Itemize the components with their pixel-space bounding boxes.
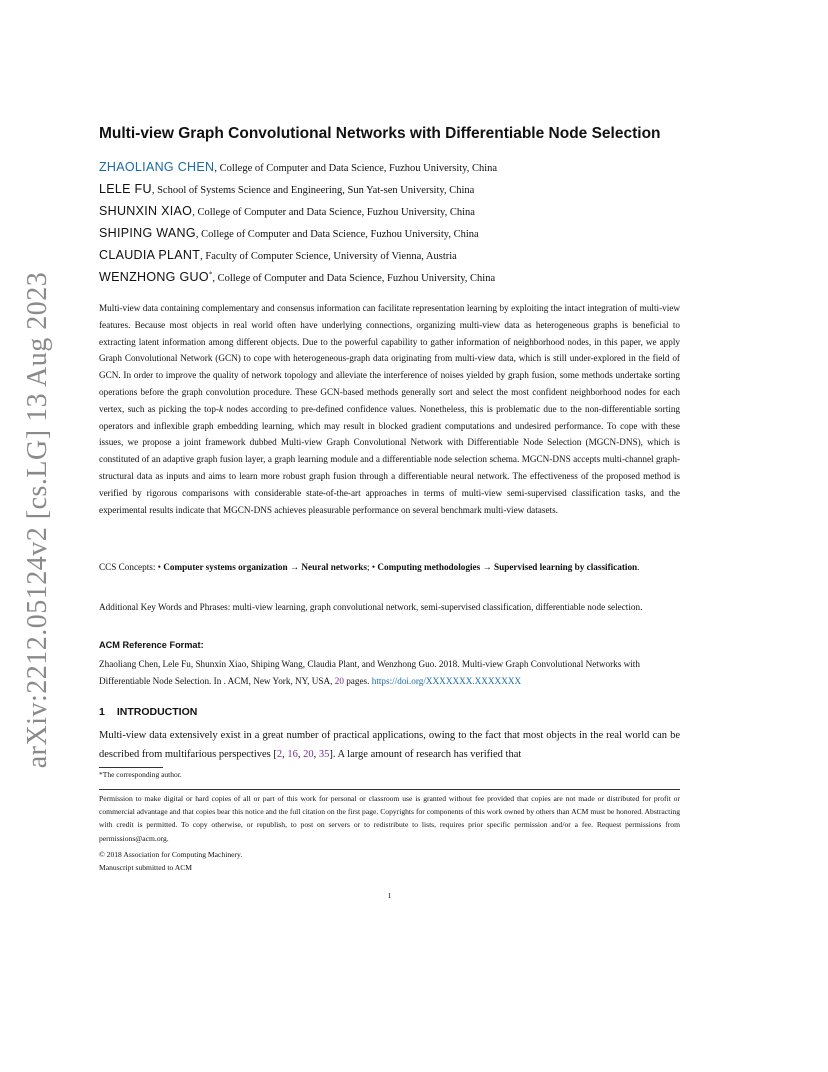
author-line xyxy=(99,270,680,292)
acm-reference-text: Zhaoliang Chen, Lele Fu, Shunxin Xiao, Shiping Wang, Claudia Plant, and Wenzhong Guo. 2018. Multi-view Graph Convolutional Networks with Differentiable Node Selection. In . ACM, New York, NY, USA, xyxy=(99,659,640,686)
author-name: SHUNXIN XIAO xyxy=(99,204,193,218)
page-number: 1 xyxy=(387,891,392,900)
author-list xyxy=(99,160,680,292)
arxiv-stamp: arXiv:2212.05124v2 [cs.LG] 13 Aug 2023 xyxy=(22,271,53,769)
author-line xyxy=(99,226,680,248)
keywords: Additional Key Words and Phrases: multi-view learning, graph convolutional network, semi-supervised classification, differentiable node selection. xyxy=(99,602,643,612)
footnote-rule xyxy=(99,767,163,768)
author-name: SHIPING WANG xyxy=(99,226,196,240)
abstract-math-k: k xyxy=(218,403,224,414)
ccs-arrow: → xyxy=(480,562,494,572)
doi-link[interactable]: https://doi.org/XXXXXXX.XXXXXXX xyxy=(371,675,522,686)
ccs-concept: Computing methodologies xyxy=(377,562,481,572)
manuscript-note: Manuscript submitted to ACM xyxy=(99,863,193,872)
ccs-end: . xyxy=(637,562,640,572)
author-affiliation: , Faculty of Computer Science, University of Vienna, Austria xyxy=(200,251,457,262)
citation-link[interactable]: 20 xyxy=(303,749,314,760)
author-line xyxy=(99,160,680,182)
author-name: LELE FU xyxy=(99,182,152,196)
intro-text: ]. A large amount of research has verified that xyxy=(329,749,522,760)
ccs-arrow: → xyxy=(287,562,302,572)
abstract-text: nodes according to pre-defined confidence values. Nonetheless, this is problematic due to the non-differentiable sorting operators and inflexible graph embedding learning, which may result in blocked gradient computations and undesired performance. To cope with these issues, we propose a joint framework dubbed Multi-view Graph Convolutional Network with Differentiable Node Selection (MGCN-DNS), which is constituted of an adaptive graph fusion layer, a graph learning module and a differentiable node selection schema. MGCN-DNS accepts multi-channel graph-structural data as inputs and aims to learn more robust graph fusion through a differentiable neural network. The effectiveness of the proposed method is verified by rigorous comparisons with considerable state-of-the-art approaches in terms of multi-view semi-supervised classification tasks, and the experimental results indicate that MGCN-DNS achieves pleasurable performance on several benchmark multi-view datasets. xyxy=(99,403,681,515)
author-line xyxy=(99,248,680,270)
author-affiliation: , College of Computer and Data Science, Fuzhou University, China xyxy=(214,163,498,174)
citation-link[interactable]: 2 xyxy=(276,749,283,760)
author-affiliation: , College of Computer and Data Science, Fuzhou University, China xyxy=(212,273,496,284)
abstract xyxy=(99,300,680,518)
page-count-link[interactable]: 20 xyxy=(334,675,344,686)
section-heading xyxy=(99,706,197,718)
intro-paragraph: Multi-view data extensively exist in a great number of practical applications, owing to the fact that most objects in the real world can be described from multifarious perspectives [2, 16, 20, 35]. A large amount of research has verified that xyxy=(99,730,680,760)
corresponding-author-marker: * xyxy=(208,270,213,279)
author-affiliation: , College of Computer and Data Science, Fuzhou University, China xyxy=(192,207,475,218)
author-affiliation: , College of Computer and Data Science, Fuzhou University, China xyxy=(195,229,479,240)
section-number: 1 xyxy=(99,706,105,718)
paper-title: Multi-view Graph Convolutional Networks with Differentiable Node Selection xyxy=(99,125,661,142)
footnote: *The corresponding author. xyxy=(99,770,182,779)
copyright-notice: © 2018 Association for Computing Machinery. xyxy=(99,850,243,859)
ccs-concepts xyxy=(99,559,680,576)
ccs-concept: Supervised learning by classification xyxy=(493,562,638,572)
author-affiliation: , School of Systems Science and Engineering, Sun Yat-sen University, China xyxy=(151,185,475,196)
author-name: CLAUDIA PLANT xyxy=(99,248,201,262)
intro-text: Multi-view data extensively exist in a great number of practical applications, owing to the fact that most objects in the real world can be described from multifarious perspectives [ xyxy=(99,730,680,760)
author-line xyxy=(99,182,680,204)
citation-link[interactable]: 35 xyxy=(318,749,330,760)
permission-notice: Permission to make digital or hard copies of all or part of this work for personal or classroom use is granted without fee provided that copies are not made or distributed for profit or commercial advantage and that copies bear this notice and the full citation on the first page. Copyrights for components of this work owned by others than ACM must be honored. Abstracting with credit is permitted. To copy otherwise, or republish, to post on servers or to redistribute to lists, requires prior specific permission and/or a fee. Request permissions from permissions@acm.org. xyxy=(99,794,680,843)
author-name-link[interactable]: ZHAOLIANG CHEN xyxy=(99,160,215,174)
acm-reference-heading: ACM Reference Format: xyxy=(99,640,204,650)
ccs-concept: Neural networks xyxy=(301,562,367,572)
citation-link[interactable]: 16 xyxy=(287,749,298,760)
acm-reference xyxy=(99,656,680,690)
author-line xyxy=(99,204,680,226)
ccs-separator: ; • xyxy=(366,562,378,572)
ccs-prefix: CCS Concepts: • xyxy=(99,562,164,572)
acm-reference-text: pages. xyxy=(343,675,372,686)
ccs-concept: Computer systems organization xyxy=(163,562,288,572)
permission-rule xyxy=(99,789,680,790)
section-title: INTRODUCTION xyxy=(116,706,198,718)
abstract-text: Multi-view data containing complementary and consensus information can facilitate representation learning by exploiting the intact integration of multi-view features. Because most objects in real world often have underlying connections, organizing multi-view data as heterogeneous graphs is beneficial to extracting latent information among different objects. Due to the powerful capability to gather information of neighborhood nodes, in this paper, we apply Graph Convolutional Network (GCN) to cope with heterogeneous-graph data originating from multi-view data, which is still under-explored in the field of GCN. In order to improve the quality of network topology and alleviate the interference of noises yielded by graph fusion, some methods undertake sorting operations before the graph convolution procedure. These GCN-based methods generally sort and select the most confident neighborhood nodes for each vertex, such as picking the top- xyxy=(99,303,680,414)
author-name: WENZHONG GUO xyxy=(99,270,209,284)
